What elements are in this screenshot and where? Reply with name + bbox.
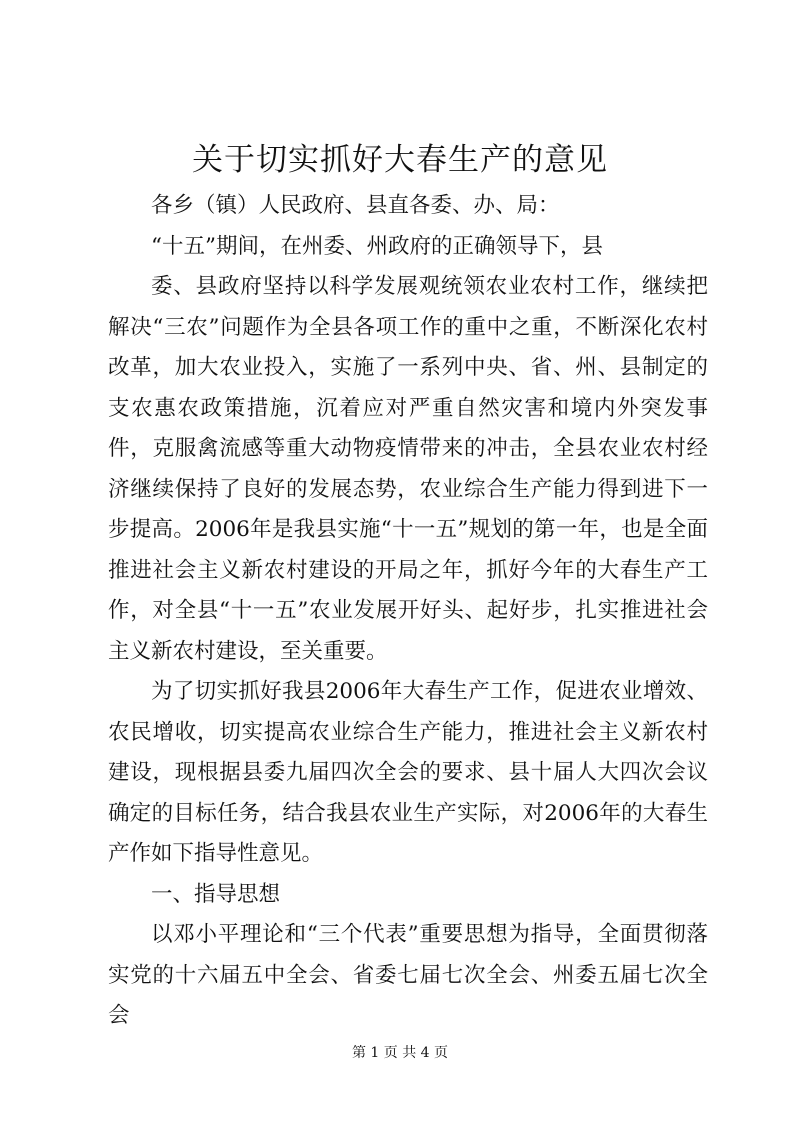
paragraph-3: 以邓小平理论和“三个代表”重要思想为指导，全面贯彻落实党的十六届五中全会、省委七届七次全会、州委五届七次全会 — [108, 922, 708, 1028]
paragraph-1-opening: “十五”期间，在州委、州政府的正确领导下，县 — [151, 233, 603, 259]
section-heading-guiding-ideology: 一、指导思想 — [151, 881, 281, 907]
salutation: 各乡（镇）人民政府、县直各委、办、局： — [151, 193, 560, 218]
page-footer: 第 1 页 共 4 页 — [351, 1045, 449, 1061]
paragraph-2: 为了切实抓好我县2006年大春生产工作，促进农业增效、农民增收，切实提高农业综合生产能力，推进社会主义新农村建设，现根据县委九届四次全会的要求、县十届人大四次会议确定的目标任务，结合我县农业生产实际，对2006年的大春生产作如下指导性意见。 — [108, 679, 708, 866]
document-body — [108, 186, 708, 1037]
document-title: 关于切实抓好大春生产的意见 — [192, 142, 608, 178]
paragraph-1-body: 委、县政府坚持以科学发展观统领农业农村工作，继续把解决“三农”问题作为全县各项工作的重中之重，不断深化农村改革，加大农业投入，实施了一系列中央、省、州、县制定的支农惠农政策措施，沉着应对严重自然灾害和境内外突发事件，克服禽流感等重大动物疫情带来的冲击，全县农业农村经济继续保持了良好的发展态势，农业综合生产能力得到进下一步提高。2006年是我县实施“十一五”规划的第一年，也是全面推进社会主义新农村建设的开局之年，抓好今年的大春生产工作，对全县“十一五”农业发展开好头、起好步，扎实推进社会主义新农村建设，至关重要。 — [108, 274, 708, 664]
